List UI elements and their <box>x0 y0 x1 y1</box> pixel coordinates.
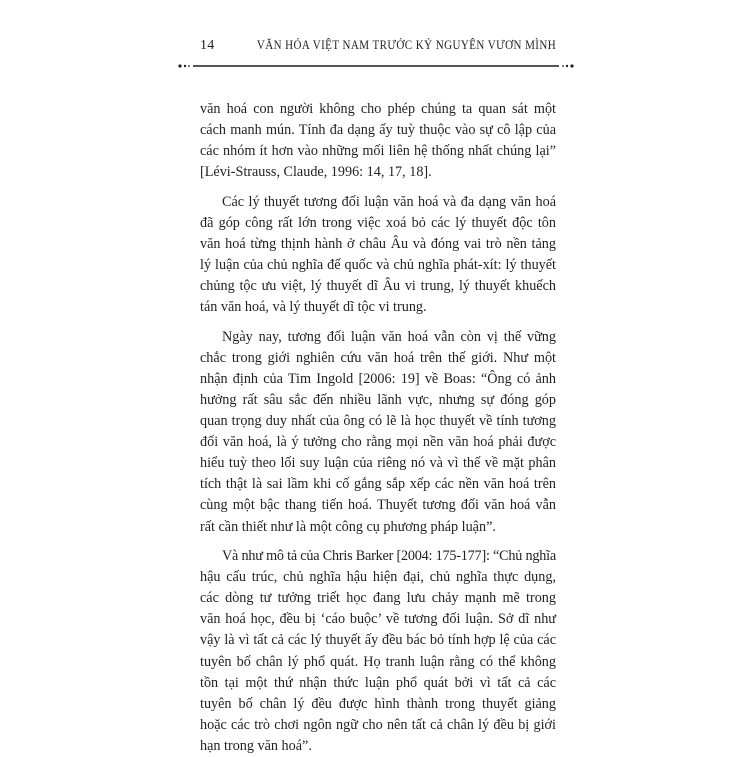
running-title: VĂN HÓA VIỆT NAM TRƯỚC KỶ NGUYÊN VƯƠN MÌNH <box>256 38 556 52</box>
text-line: nhận định của Tim Ingold [2006: 19] về Boas: “Ông có ảnh <box>200 370 556 387</box>
text-line: văn hoá học, đều bị ‘cáo buộc’ về tương đối luận. Sở dĩ như <box>200 611 556 628</box>
text-line: hưởng rất sâu sắc đến nhiều lãnh vực, nhưng sự đóng góp <box>200 392 556 408</box>
text-line: hậu cấu trúc, chủ nghĩa hậu hiện đại, chủ nghĩa thực dụng, <box>200 569 556 586</box>
text-line: hiểu tuỳ theo lối suy luận của riêng nó và vì thế về mặt phân <box>200 455 556 472</box>
page-number: 14 <box>200 38 215 53</box>
text-line: hạn trong văn hoá”. <box>200 737 312 754</box>
paragraph-4 <box>200 546 556 757</box>
text-line: văn hoá con người không cho phép chúng ta quan sát một <box>200 101 556 117</box>
text-line: vậy là vì tất cả các lý thuyết ấy đều bác bỏ tính hợp lệ của các <box>200 632 556 649</box>
text-line: đối văn hoá, là ý tưởng cho rằng mọi nền văn hoá phải được <box>200 434 556 451</box>
text-line: [Lévi-Strauss, Claude, 1996: 14, 17, 18]. <box>200 164 432 181</box>
text-line: các dòng tư tưởng triết học đang lưu chảy mạnh mẽ trong <box>200 590 556 607</box>
text-line: hoặc các trò chơi ngôn ngữ cho nên tất cả chân lý đều bị giới <box>200 716 556 733</box>
text-line: quan trọng duy nhất của ông có lẽ là học thuyết về tính tương <box>200 413 556 430</box>
text-line: Các lý thuyết tương đối luận văn hoá và đa dạng văn hoá <box>222 193 556 210</box>
text-line: cùng một bậc thang tiến hoá. Thuyết tương đối văn hoá vẫn <box>200 497 556 514</box>
paragraph-2 <box>200 192 556 319</box>
header-ornament-rule <box>178 63 574 69</box>
text-line: tán văn hoá, và lý thuyết dĩ tộc vi trung. <box>200 299 427 316</box>
text-line: tồn tại một thứ nhận thức luận phổ quát bởi vì tất cả các <box>200 674 556 691</box>
body-text <box>200 99 556 757</box>
text-line: các nhóm ít hơn vào những mối liên hệ thống nhất chúng lại” <box>200 143 556 160</box>
text-line: chủng tộc ưu việt, lý thuyết dĩ Âu vi trung, lý thuyết khuếch <box>200 278 556 295</box>
text-line: chắc trong giới nghiên cứu văn hoá trên thế giới. Như một <box>200 349 556 366</box>
text-line: tích thật là sai lầm khi cố gắng sắp xếp các nền văn hoá trên <box>200 476 556 493</box>
text-line: lý luận của chủ nghĩa đế quốc và chủ nghĩa phát-xít: lý thuyết <box>200 257 556 274</box>
text-line: đã góp công rất lớn trong việc xoá bỏ các lý thuyết độc tôn <box>200 214 556 231</box>
paragraph-3 <box>200 327 556 538</box>
text-line: tuyên bố chân lý phổ quát. Họ tranh luận rằng có thể không <box>200 653 556 670</box>
text-line: Ngày nay, tương đối luận văn hoá vẫn còn vị thế vững <box>222 328 556 345</box>
text-line: rất cần thiết như là một công cụ phương pháp luận”. <box>200 518 496 535</box>
page-header <box>200 38 556 62</box>
paragraph-1 <box>200 99 556 183</box>
text-line: Và như mô tả của Chris Barker [2004: 175-177]: “Chủ nghĩa <box>222 548 556 565</box>
text-line: cách manh mún. Tính đa dạng ấy tuỳ thuộc vào sự cô lập của <box>200 122 556 139</box>
text-line: tuyên bố chân lý đều được hình thành trong thuyết giảng <box>200 695 556 712</box>
text-line: văn hoá từng thịnh hành ở châu Âu và đóng vai trò nền tảng <box>200 235 556 252</box>
